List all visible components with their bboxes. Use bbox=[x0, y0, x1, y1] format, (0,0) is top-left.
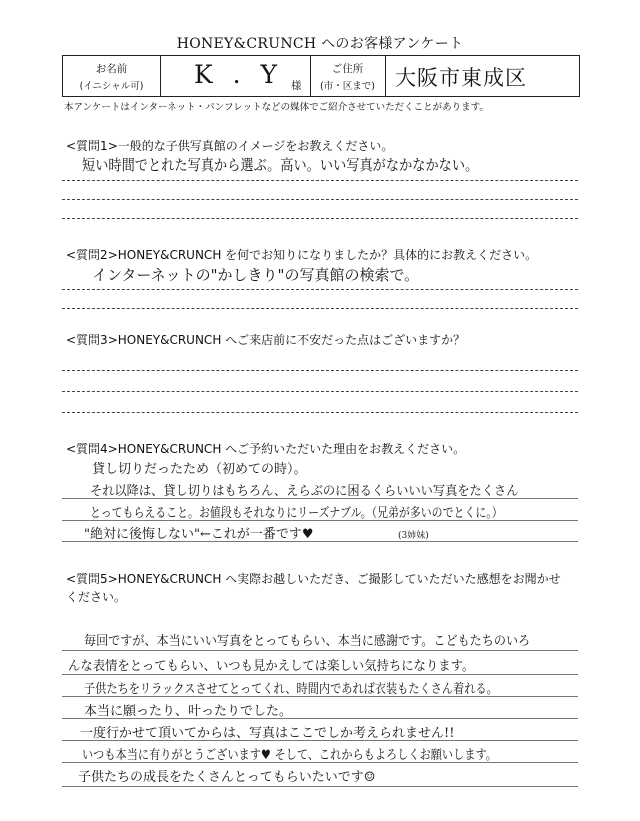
q5-answer-line: 毎回ですが、本当にいい写真をとってもらい、本当に感謝です。こどもたちのいろ bbox=[84, 634, 531, 649]
q5-answer-line: 一度行かせて頂いてからは、写真はここでしか考えられません!! bbox=[80, 726, 455, 741]
usage-note: 本アンケートはインターネット・パンフレットなどの媒体でご紹介させていただくことがあります。 bbox=[64, 102, 489, 113]
answer-rule bbox=[62, 218, 578, 219]
answer-rule bbox=[62, 498, 578, 499]
question-1: <質問1>一般的な子供写真館のイメージをお教えください。 bbox=[66, 139, 394, 153]
address-label-cell bbox=[310, 56, 386, 96]
answer-rule bbox=[62, 199, 578, 200]
answer-rule bbox=[62, 412, 578, 413]
q4-aside: (3姉妹) bbox=[398, 531, 429, 541]
name-label-cell bbox=[63, 56, 161, 96]
answer-rule bbox=[62, 696, 578, 697]
answer-rule bbox=[62, 180, 578, 181]
question-2: <質問2>HONEY&CRUNCH を何でお知りになりましたか？具体的にお教えください。 bbox=[66, 248, 538, 262]
name-label: お名前 bbox=[95, 63, 128, 75]
answer-rule bbox=[62, 740, 578, 741]
question-4: <質問4>HONEY&CRUNCH へご予約いただいた理由をお教えください。 bbox=[66, 442, 466, 456]
name-value-cell bbox=[160, 56, 311, 96]
question-5-cont: ください。 bbox=[66, 590, 127, 604]
q4-answer-line: 貸し切りだったため（初めての時）。 bbox=[92, 462, 307, 477]
answer-rule bbox=[62, 786, 578, 787]
answer-rule bbox=[62, 391, 578, 392]
q4-answer-line: それ以降は、貸し切りはもちろん、えらぶのに困るくらいいい写真をたくさん bbox=[90, 484, 519, 499]
question-3: <質問3>HONEY&CRUNCH へご来店前に不安だった点はございますか？ bbox=[66, 333, 466, 347]
answer-rule bbox=[62, 541, 578, 542]
q5-answer-line: いつも本当に有りがとうございます♥ そして、これからもよろしくお願いします。 bbox=[82, 748, 497, 763]
q5-answer-line: 子供たちをリラックスさせてとってくれ、時間内であれば衣装もたくさん着れる。 bbox=[84, 682, 498, 697]
question-5: <質問5>HONEY&CRUNCH へ実際お越しいただき、ご撮影していただいた感想をお聞かせ bbox=[66, 572, 561, 586]
answer-rule bbox=[62, 308, 578, 309]
survey-title: HONEY&CRUNCH へのお客様アンケート bbox=[176, 36, 464, 52]
name-value: K . Y bbox=[194, 60, 284, 89]
name-sublabel: (イニシャル可) bbox=[79, 81, 144, 92]
answer-rule bbox=[62, 650, 578, 651]
address-sublabel: (市・区まで) bbox=[320, 81, 375, 92]
q1-answer-line: 短い時間でとれた写真から選ぶ。高い。いい写真がなかなかない。 bbox=[82, 156, 479, 174]
answer-rule bbox=[62, 520, 578, 521]
answer-rule bbox=[62, 370, 578, 371]
q5-answer-line: 本当に願ったり、叶ったりでした。 bbox=[84, 704, 293, 719]
answer-rule bbox=[62, 762, 578, 763]
address-label: ご住所 bbox=[331, 63, 364, 75]
q4-answer-line: とってもらえること。お値段もそれなりにリーズナブル。（兄弟が多いのでとくに。） bbox=[90, 506, 503, 521]
q4-answer-line: "絶対に後悔しない"←これが一番です♥ bbox=[84, 527, 314, 542]
sama-label: 様 bbox=[291, 80, 302, 92]
q2-answer-line: インターネットの"かしきり"の写真館の検索で。 bbox=[92, 266, 420, 284]
answer-rule bbox=[62, 674, 578, 675]
q5-answer-line: 子供たちの成長をたくさんとってもらいたいです☺ bbox=[78, 770, 376, 785]
q5-answer-line: んな表情をとってもらい、いつも見かえしては楽しい気持ちになります。 bbox=[68, 659, 475, 674]
respondent-header bbox=[62, 55, 580, 97]
address-value: 大阪市東成区 bbox=[395, 66, 527, 90]
answer-rule bbox=[62, 718, 578, 719]
answer-rule bbox=[62, 289, 578, 290]
